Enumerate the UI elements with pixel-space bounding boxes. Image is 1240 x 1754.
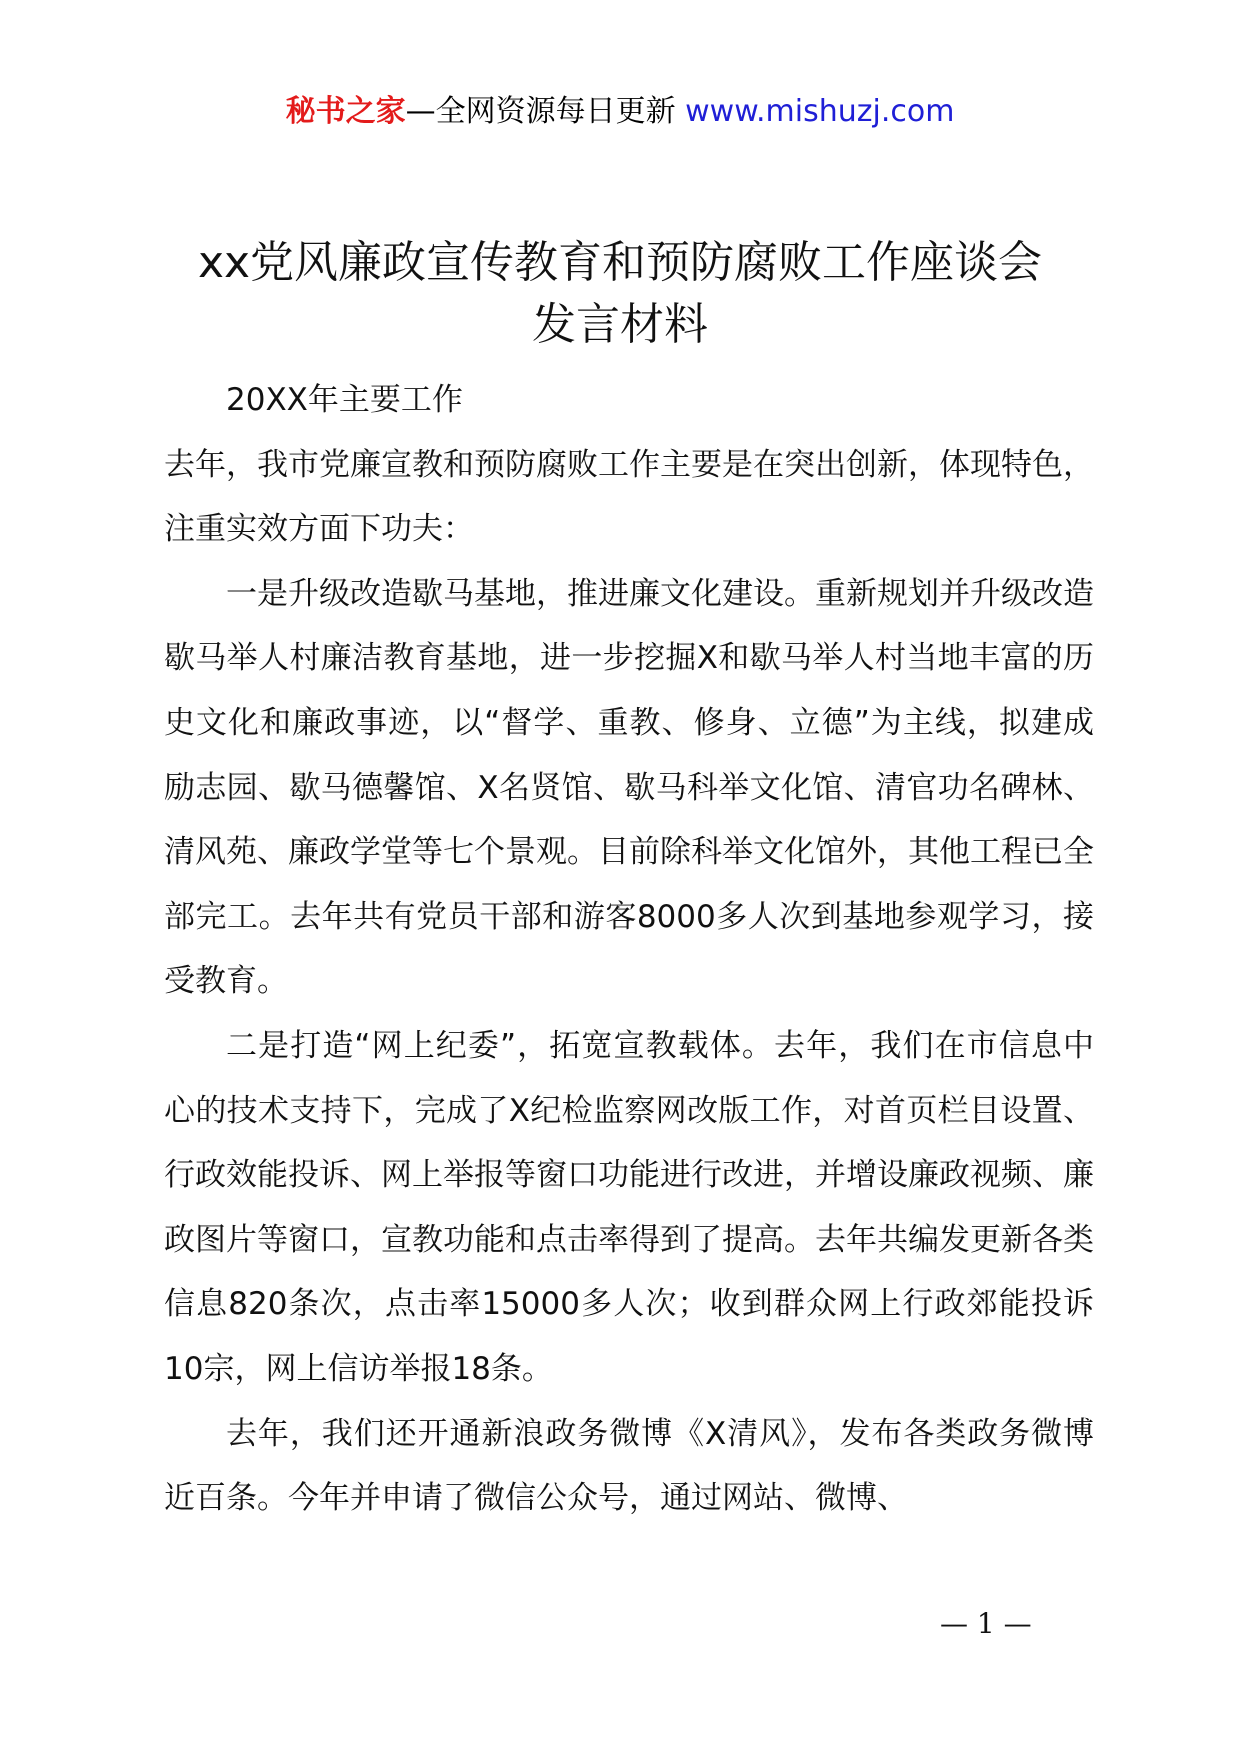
document-body bbox=[164, 368, 1094, 1531]
site-header bbox=[0, 92, 1240, 132]
paragraph-3: 去年，我们还开通新浪政务微博《X清风》，发布各类政务微博近百条。今年并申请了微信公众号，通过网站、微博、 bbox=[164, 1415, 1094, 1517]
title-line-2: 发言材料 bbox=[532, 299, 708, 350]
title-line-1: xx党风廉政宣传教育和预防腐败工作座谈会 bbox=[197, 237, 1043, 288]
document-title bbox=[0, 232, 1240, 356]
site-brand: 秘书之家 bbox=[285, 94, 406, 129]
page-number: — 1 — bbox=[940, 1607, 1032, 1640]
paragraph-2: 二是打造“网上纪委”，拓宽宣教载体。去年，我们在市信息中心的技术支持下，完成了X纪检监察网改版工作，对首页栏目设置、行政效能投诉、网上举报等窗口功能进行改进，并增设廉政视频、廉政图片等窗口，宣教功能和点击率得到了提高。去年共编发更新各类信息820条次，点击率15000多人次；收到群众网上行政郊能投诉10宗，网上信访举报18条。 bbox=[164, 1027, 1094, 1387]
section-heading: 20XX年主要工作 bbox=[226, 382, 463, 418]
site-url[interactable]: www.mishuzj.com bbox=[685, 94, 955, 129]
site-tagline: —全网资源每日更新 bbox=[405, 94, 676, 129]
paragraph-intro: 去年，我市党廉宣教和预防腐败工作主要是在突出创新，体现特色，注重实效方面下功夫： bbox=[164, 446, 1094, 548]
paragraph-1: 一是升级改造歇马基地，推进廉文化建设。重新规划并升级改造歇马举人村廉洁教育基地，进一步挖掘X和歇马举人村当地丰富的历史文化和廉政事迹，以“督学、重教、修身、立德”为主线，拟建成励志园、歇马德馨馆、X名贤馆、歇马科举文化馆、清官功名碑林、清风苑、廉政学堂等七个景观。目前除科举文化馆外，其他工程已全部完工。去年共有党员干部和游客8000多人次到基地参观学习，接受教育。 bbox=[164, 575, 1094, 1000]
